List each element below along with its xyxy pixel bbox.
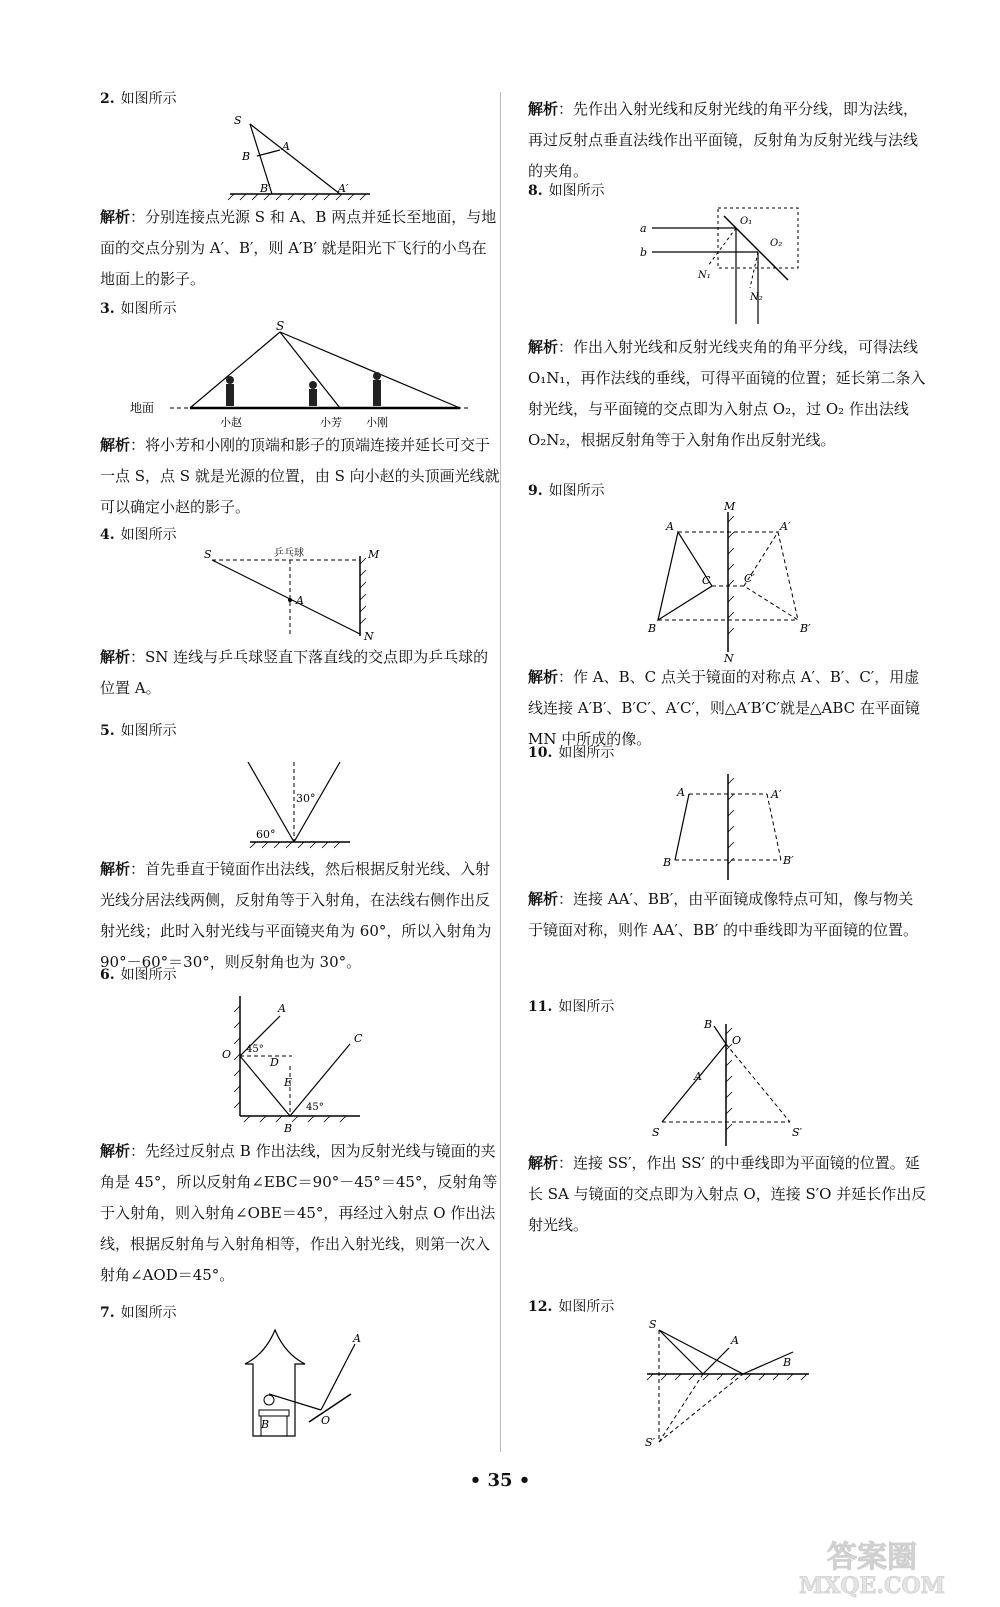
svg-text:a: a [640, 222, 647, 235]
question-9 [528, 480, 928, 755]
question-7-explanation [528, 94, 928, 187]
svg-text:O: O [222, 1048, 232, 1061]
question-7 [100, 1302, 500, 1444]
q4-title [100, 524, 500, 546]
q7-figure [225, 1324, 375, 1444]
q10-explanation [528, 884, 928, 946]
question-2 [100, 88, 500, 295]
q5-title-text: 如图所示 [120, 723, 177, 739]
q3-figure [130, 320, 470, 430]
q10-analysis-label: 解析 [528, 890, 559, 908]
question-8 [528, 180, 928, 456]
q10-figure [653, 764, 803, 884]
q4-ball-label: 乒乓球 [274, 548, 304, 559]
q7-analysis-label: 解析 [528, 100, 559, 118]
q9-analysis-text: ：作 A、B、C 点关于镜面的对称点 A′、B′、C′，用虚线连接 A′B′、B′C′、A′C′，则△A′B′C′就是△ABC 在平面镜 MN 中所成的像。 [528, 668, 920, 748]
svg-text:O₂: O₂ [770, 238, 783, 249]
question-5 [100, 720, 500, 978]
svg-text:M: M [368, 548, 380, 561]
q5-analysis-text: ：首先垂直于镜面作出法线，然后根据反射光线、入射光线分居法线两侧，反射角等于入射角，在法线右侧作出反射光线；此时入射光线与平面镜夹角为 60°，所以入射角为 90°－60°＝30°，则反射角也为 30°。 [100, 860, 492, 971]
svg-text:N₂: N₂ [750, 292, 763, 303]
q6-angle-45-a: 45° [246, 1044, 264, 1055]
q9-title [528, 480, 928, 502]
q2-explanation [100, 202, 500, 295]
svg-text:B: B [704, 1018, 713, 1031]
svg-text:A: A [353, 1332, 361, 1345]
svg-text:b: b [640, 246, 648, 259]
q6-title-text: 如图所示 [120, 967, 177, 983]
q10-title-text: 如图所示 [558, 745, 615, 761]
svg-text:C′: C′ [744, 572, 755, 585]
q12-title-text: 如图所示 [558, 1299, 615, 1315]
watermark-bottom-text: MXQE.COM [798, 1573, 946, 1599]
q8-explanation [528, 332, 928, 456]
q11-analysis-text: ：连接 SS′，作出 SS′ 的中垂线即为平面镜的位置。延长 SA 与镜面的交点即为入射点 O，连接 S′O 并延长作出反射光线。 [528, 1154, 927, 1234]
q5-angle-60: 60° [256, 828, 276, 841]
question-6 [100, 964, 500, 1291]
q8-title [528, 180, 928, 202]
q8-analysis-text: ：作出入射光线和反射光线夹角的角平分线，可得法线 O₁N₁，再作法线的垂线，可得平面镜的位置；延长第二条入射光线，与平面镜的交点即为入射点 O₂，过 O₂ 作出法线 O₂N₂，根据反射角等于入射角作出反射光线。 [528, 338, 926, 449]
q8-number: 8. [528, 183, 543, 199]
q9-number: 9. [528, 483, 543, 499]
q7-title-text: 如图所示 [120, 1305, 177, 1321]
svg-text:A: A [666, 520, 674, 533]
svg-text:S: S [234, 114, 242, 127]
q8-title-text: 如图所示 [548, 183, 605, 199]
q6-analysis-text: ：先经过反射点 B 作出法线，因为反射光线与镜面的夹角是 45°，所以反射角∠EBC＝90°－45°＝45°，反射角等于入射角，则入射角∠OBE＝45°，再经过入射点 O 作出法线，根据反射角与入射角相等，作出入射光线，则第一次入射角∠AOD＝45°。 [100, 1142, 498, 1284]
q12-figure [643, 1318, 813, 1448]
svg-text:C: C [702, 574, 711, 587]
q10-analysis-text: ：连接 AA′、BB′，由平面镜成像特点可知，像与物关于镜面对称，则作 AA′、BB′ 的中垂线即为平面镜的位置。 [528, 890, 919, 939]
q11-title-text: 如图所示 [558, 999, 615, 1015]
svg-text:A′: A′ [780, 520, 791, 533]
svg-text:N₁: N₁ [698, 270, 711, 281]
q3-person-1: 小赵 [220, 416, 242, 429]
q6-explanation [100, 1136, 500, 1291]
q3-title [100, 298, 500, 320]
q3-analysis-text: ：将小芳和小刚的顶端和影子的顶端连接并延长可交于一点 S，点 S 就是光源的位置，由 S 向小赵的头顶画光线就可以确定小赵的影子。 [100, 436, 500, 516]
svg-text:A: A [282, 140, 290, 153]
q12-title [528, 1296, 928, 1318]
q8-figure [638, 202, 818, 332]
svg-text:M: M [724, 502, 736, 513]
svg-text:N: N [724, 652, 734, 662]
q10-number: 10. [528, 745, 553, 761]
svg-text:S: S [204, 548, 212, 561]
q7-title [100, 1302, 500, 1324]
q6-angle-45-b: 45° [306, 1102, 324, 1113]
svg-text:E: E [284, 1076, 293, 1089]
svg-text:B: B [261, 1418, 270, 1431]
q3-ground-label: 地面 [130, 401, 155, 415]
q11-title [528, 996, 928, 1018]
q11-figure [648, 1018, 808, 1148]
q6-number: 6. [100, 967, 115, 983]
q3-analysis-label: 解析 [100, 436, 131, 454]
q5-explanation [100, 854, 500, 978]
q2-title-text: 如图所示 [120, 91, 177, 107]
q5-angle-30: 30° [296, 792, 316, 805]
q2-title [100, 88, 500, 110]
svg-text:S: S [276, 320, 285, 333]
q4-figure [200, 546, 400, 642]
question-4 [100, 524, 500, 704]
svg-text:A: A [278, 1002, 286, 1015]
question-11 [528, 996, 928, 1241]
svg-text:B: B [663, 856, 672, 869]
q5-title [100, 720, 500, 742]
svg-text:B′: B′ [783, 854, 794, 867]
question-10 [528, 742, 928, 946]
svg-text:A′: A′ [771, 788, 782, 801]
q8-analysis-label: 解析 [528, 338, 559, 356]
svg-text:C: C [354, 1032, 363, 1045]
q5-number: 5. [100, 723, 115, 739]
q5-analysis-label: 解析 [100, 860, 131, 878]
svg-text:S′: S′ [792, 1126, 803, 1139]
svg-text:S: S [652, 1126, 660, 1139]
watermark-top-text: 答案圈 [827, 1540, 917, 1575]
svg-text:A: A [677, 786, 685, 799]
svg-text:B′: B′ [260, 182, 271, 195]
q2-figure [220, 110, 380, 202]
svg-text:A′: A′ [338, 182, 349, 195]
q4-number: 4. [100, 527, 115, 543]
column-divider [500, 92, 501, 1452]
q3-explanation [100, 430, 500, 523]
svg-text:N: N [364, 630, 374, 642]
q3-number: 3. [100, 301, 115, 317]
svg-text:B: B [284, 1122, 293, 1135]
svg-text:A: A [296, 594, 304, 607]
q9-title-text: 如图所示 [548, 483, 605, 499]
svg-text:O: O [732, 1034, 742, 1047]
q9-figure [638, 502, 818, 662]
q5-figure [230, 742, 370, 854]
q2-analysis-text: ：分别连接点光源 S 和 A、B 两点并延长至地面，与地面的交点分别为 A′、B′，则 A′B′ 就是阳光下飞行的小鸟在地面上的影子。 [100, 208, 497, 288]
q7-explanation [528, 94, 928, 187]
question-3 [100, 298, 500, 523]
q6-figure [220, 986, 380, 1136]
q2-number: 2. [100, 91, 115, 107]
q12-number: 12. [528, 1299, 553, 1315]
q4-analysis-label: 解析 [100, 648, 131, 666]
q3-title-text: 如图所示 [120, 301, 177, 317]
svg-text:B: B [783, 1356, 792, 1369]
q11-analysis-label: 解析 [528, 1154, 559, 1172]
q3-person-3: 小刚 [366, 416, 388, 429]
svg-text:D: D [270, 1056, 279, 1069]
q4-explanation [100, 642, 500, 704]
svg-text:S′: S′ [645, 1436, 656, 1448]
q4-title-text: 如图所示 [120, 527, 177, 543]
page-number: • 35 • [469, 1470, 531, 1491]
q9-analysis-label: 解析 [528, 668, 559, 686]
q7-analysis-text: ：先作出入射光线和反射光线的角平分线，即为法线，再过反射点垂直法线作出平面镜，反射角为反射光线与法线的夹角。 [528, 100, 919, 180]
q6-title [100, 964, 500, 986]
watermark-logo [772, 1535, 972, 1599]
svg-text:O: O [321, 1414, 331, 1427]
svg-text:A: A [731, 1334, 739, 1347]
svg-text:S: S [649, 1318, 657, 1331]
q4-analysis-text: ：SN 连线与乒乓球竖直下落直线的交点即为乒乓球的位置 A。 [100, 648, 489, 697]
q6-analysis-label: 解析 [100, 1142, 131, 1160]
q7-number: 7. [100, 1305, 115, 1321]
svg-text:O₁: O₁ [740, 216, 753, 227]
svg-text:B: B [648, 622, 657, 635]
svg-text:B: B [242, 150, 251, 163]
q11-explanation [528, 1148, 928, 1241]
q11-number: 11. [528, 999, 553, 1015]
q2-analysis-label: 解析 [100, 208, 131, 226]
svg-text:A: A [694, 1070, 702, 1083]
q3-person-2: 小芳 [320, 416, 342, 429]
q10-title [528, 742, 928, 764]
svg-text:B′: B′ [800, 622, 811, 635]
question-12 [528, 1296, 928, 1448]
